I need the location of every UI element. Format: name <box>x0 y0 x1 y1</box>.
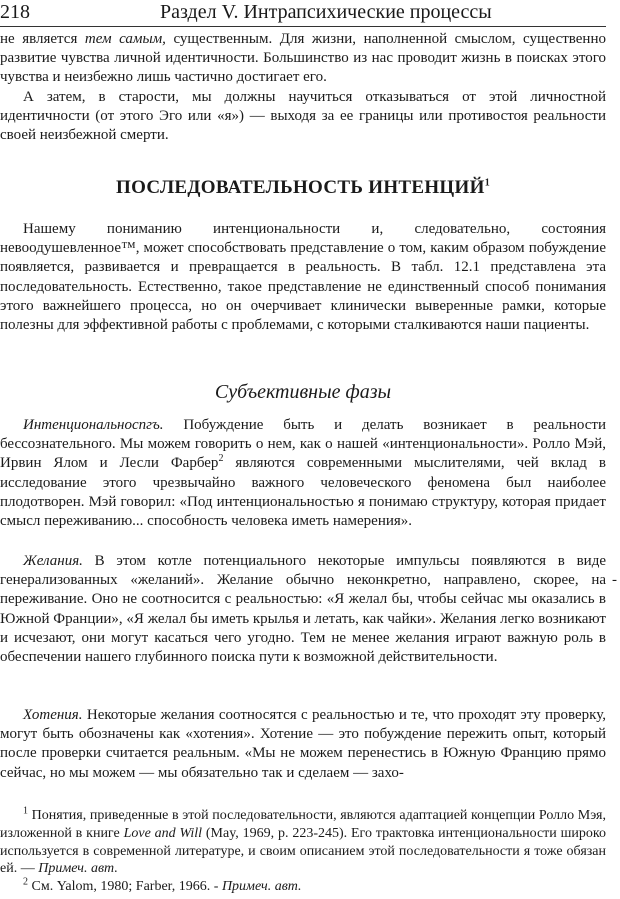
header-rule <box>0 26 606 27</box>
wants-text: Некоторые желания соотносятся с реальностью и те, что проходят эту проверку, могут быть обозначены как «хотения». Хотение — это побуждение пережить опыт, который после проверки считается реальным. «Мы не можем перенестись в Южную Францию прямо сейчас, но мы можем — мы обязательно так и сделаем — захо- <box>0 707 606 781</box>
section-title <box>0 176 606 200</box>
footnote-2-note: Примеч. авт. <box>221 879 302 895</box>
section-title-footnote-ref: 1 <box>484 177 490 189</box>
section-title-text: ПОСЛЕДОВАТЕЛЬНОСТЬ ИНТЕНЦИЙ <box>116 177 485 198</box>
intention-footnote-ref: 2 <box>218 453 224 465</box>
footnote-1-text-b: (May, 1969, p. 223-245). Его трактовка интенциональности широко используется в современной литературе, и своим описанием этой последовательности я тоже обязан ей. — <box>0 825 606 877</box>
footnote-1 <box>0 807 606 878</box>
page-number: 218 <box>0 1 30 23</box>
footnote-1-book-title: Love and Will <box>123 825 203 841</box>
running-title: Раздел V. Интрапсихические процессы <box>160 1 492 23</box>
wants-block <box>0 706 606 783</box>
wants-paragraph <box>0 706 606 783</box>
footnote-2 <box>0 878 606 896</box>
wishes-term: Желания. <box>23 553 83 569</box>
intention-paragraph <box>0 416 606 531</box>
intention-text-b: являются современными мыслителями, чей вклад в исследование этого чрезвычайно важного человеческого феномена был наиболее плодотворен. Мэй говорил: «Под интенциональностью я понимаю структуру, которая придает смысл переживанию... способность человека иметь намерения». <box>0 455 606 530</box>
section-body <box>0 220 606 335</box>
intro-paragraph-1 <box>0 30 606 88</box>
footnotes <box>0 807 606 896</box>
intro-p1-rest: существенным. Для жизни, наполненной смыслом, существенно развитие чувства личной идентичности. Большинство из нас проводит жизнь в поисках этого чувства и неизбежно лишь частично достигает его. <box>0 31 606 86</box>
wants-term: Хотения. <box>23 707 83 723</box>
intro-p1-start: не является <box>0 31 85 47</box>
intention-block <box>0 416 606 531</box>
intention-text-a: Побуждение быть и делать возникает в реальности бессознательного. Мы можем говорить о нем, как о нашей «интенциональности». Ролло Мэй, Ирвин Ялом и Лесли Фарбер <box>0 417 606 472</box>
page-header <box>0 0 606 26</box>
wishes-paragraph <box>0 552 606 667</box>
intention-term: Интенциональноспгъ. <box>23 417 164 433</box>
section-paragraph: Нашему пониманию интенциональности и, следовательно, состояния невоодушевленное™, может способствовать представление о том, каким образом побуждение появляется, развивается и превращается в реальность. В табл. 12.1 представлена эта последовательность. Естественно, такое представление не единственный способ понимания этого важнейшего процесса, но он очерчивает клинически выверенные рамки, которые полезны для эффективной работы с проблемами, с которыми сталкиваются наши пациенты. <box>0 221 606 334</box>
intro-p1-italic: тем самым, <box>84 31 166 47</box>
footnote-2-text: См. Yalom, 1980; Farber, 1966. - <box>28 879 222 895</box>
wishes-block <box>0 552 606 667</box>
intro-block <box>0 30 606 145</box>
footnote-1-text-a: Понятия, приведенные в этой последовательности, являются адаптацией концепции Ролло Мэя, изложенной в книге <box>0 808 606 841</box>
subsection-title: Субъективные фазы <box>214 381 392 403</box>
footnote-1-note: Примеч. авт. <box>38 861 118 877</box>
footnote-2-number: 2 <box>23 876 28 888</box>
footnote-1-number: 1 <box>23 805 28 817</box>
margin-mark: - <box>612 572 617 588</box>
intro-paragraph-2: А затем, в старости, мы должны научиться отказываться от этой личностной идентичности (от этого Эго или «я») — выходя за ее границы или противостоя реальности своей неизбежной смерти. <box>0 88 606 144</box>
wishes-text: В этом котле потенциального некоторые импульсы появляются в виде генерализованных «желаний». Желание обычно неконкретно, направлено, скорее, на переживание. Оно не соотносится с реальностью: «Я желал бы, чтобы сейчас мы оказались в Южной Франции», «Я желал бы иметь крылья и летать, как чайки». Желания легко возникают и исчезают, они могут касаться чего угодно. Тем не менее желания играют важную роль в обеспечении нашего глубинного поиска пути к возможной действительности. <box>0 553 606 666</box>
